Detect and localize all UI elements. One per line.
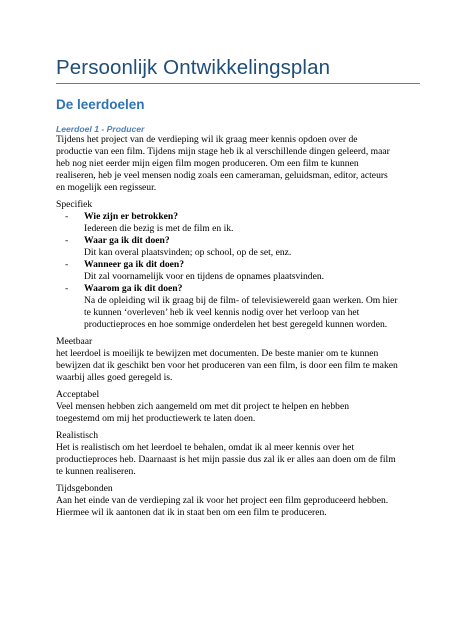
realistisch-line: Het is realistisch om het leerdoel te behalen, omdat ik al meer kennis over het xyxy=(56,442,355,453)
intro-line: Tijdens het project van de verdieping wil ik graag meer kennis opdoen over de xyxy=(56,134,358,145)
section-heading: De leerdoelen xyxy=(56,97,145,112)
answer-why-line: productieproces en hoe sommige onderdelen het best geregeld kunnen worden. xyxy=(84,319,388,330)
acceptabel-line: toegestemd om mij het productiewerk te laten doen. xyxy=(56,413,256,424)
tijdsgebonden-line: Aan het einde van de verdieping zal ik voor het project een film geproduceerd hebben. xyxy=(56,495,389,506)
title-divider xyxy=(56,83,420,84)
intro-line: heb nog niet eerder mijn eigen film mogen produceren. Om een film te kunnen xyxy=(56,158,359,169)
answer-where: Dit kan overal plaatsvinden; op school, op de set, enz. xyxy=(84,247,292,258)
acceptabel-label: Acceptabel xyxy=(56,389,100,400)
meetbaar-line: waarbij alles goed geregeld is. xyxy=(56,372,173,383)
answer-why-line: Na de opleiding wil ik graag bij de film- of televisiewereld gaan werken. Om hier xyxy=(84,295,398,306)
answer-why-line: te kunnen ‘overleven’ heb ik veel kennis nodig over het verloop van het xyxy=(84,307,360,318)
bullet-dash: - xyxy=(65,235,69,246)
answer-when: Dit zal voornamelijk voor en tijdens de opnames plaatsvinden. xyxy=(84,271,325,282)
question-who: Wie zijn er betrokken? xyxy=(84,211,179,222)
question-why: Waarom ga ik dit doen? xyxy=(84,283,183,294)
meetbaar-line: het leerdoel is moeilijk te bewijzen met documenten. De beste manier om te kunnen xyxy=(56,348,379,359)
answer-who: Iedereen die bezig is met de film en ik. xyxy=(84,223,234,234)
goal-subheading: Leerdoel 1 - Producer xyxy=(56,124,145,134)
meetbaar-label: Meetbaar xyxy=(56,336,93,347)
realistisch-label: Realistisch xyxy=(56,430,99,441)
bullet-dash: - xyxy=(65,211,69,222)
question-where: Waar ga ik dit doen? xyxy=(84,235,170,246)
meetbaar-line: bewijzen dat ik geschikt ben voor het produceren van een film, is door een film te maken xyxy=(56,360,398,371)
tijdsgebonden-line: Hiermee wil ik aantonen dat ik in staat ben om een film te produceren. xyxy=(56,507,327,518)
tijdsgebonden-label: Tijdsgebonden xyxy=(56,483,113,494)
bullet-dash: - xyxy=(65,283,69,294)
specifiek-label: Specifiek xyxy=(56,199,93,210)
realistisch-line: productieproces heb. Daarnaast is het mijn passie dus zal ik er alles aan doen om de film xyxy=(56,454,396,465)
bullet-dash: - xyxy=(65,259,69,270)
realistisch-line: te kunnen realiseren. xyxy=(56,466,136,477)
acceptabel-line: Veel mensen hebben zich aangemeld om met dit project te helpen en hebben xyxy=(56,401,350,412)
intro-line: realiseren, heb je veel mensen nodig zoals een cameraman, geluidsman, editor, acteurs xyxy=(56,170,388,181)
intro-line: en mogelijk een regisseur. xyxy=(56,182,157,193)
intro-line: productie van een film. Tijdens mijn stage heb ik al verschillende dingen geleerd, maar xyxy=(56,146,390,157)
document-title: Persoonlijk Ontwikkelingsplan xyxy=(56,56,331,79)
question-when: Wanneer ga ik dit doen? xyxy=(84,259,185,270)
